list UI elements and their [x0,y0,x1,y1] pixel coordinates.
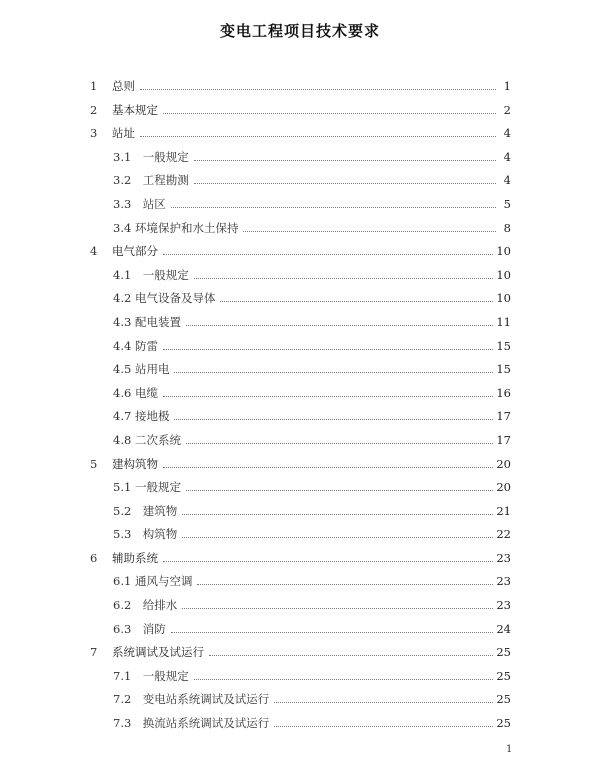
toc-entry-line [112,99,511,123]
footer-page-number: 1 [506,744,513,755]
toc-leader-dots [163,466,493,468]
toc-leader-dots [194,277,494,279]
toc-entry-line [112,240,511,264]
toc-entry-line [112,641,511,665]
toc-leader-dots [194,182,496,184]
toc-leader-dots [186,489,493,491]
toc-entry-label: 6.2 给排水 [113,594,179,618]
toc-entry-line [113,712,511,736]
toc-entry-line [113,287,511,311]
toc-entry-page: 25 [496,668,511,683]
toc-entry-line [113,217,511,241]
toc-entry-page: 5 [503,196,511,211]
toc-entry-line [113,405,511,429]
toc-entry-page: 10 [496,267,511,282]
toc-entry[interactable] [0,688,600,712]
toc-entry-page: 11 [496,314,511,329]
toc-entry-label: 辅助系统 [112,547,160,571]
toc-leader-dots [140,88,496,90]
toc-entry[interactable] [0,453,600,477]
toc-entry-label: 4.3 配电装置 [113,311,183,335]
toc-entry-label: 4.5 站用电 [113,358,171,382]
toc-entry-line [112,547,511,571]
toc-leader-dots [186,442,493,444]
toc-entry-number: 5 [90,456,98,471]
toc-entry-label: 6.1 通风与空调 [113,570,194,594]
toc-entry-label: 3.1 一般规定 [113,146,191,170]
toc-entry-page: 24 [496,621,511,636]
toc-entry-page: 10 [496,291,511,306]
toc-entry-line [113,523,511,547]
toc-leader-dots [163,395,493,397]
toc-entry[interactable] [0,405,600,429]
toc-entry[interactable] [0,382,600,406]
toc-entry-label: 总则 [112,75,137,99]
toc-entry-number: 3 [90,126,98,141]
toc-entry[interactable] [0,594,600,618]
toc-leader-dots [194,159,496,161]
toc-entry-line [113,618,511,642]
toc-entry-label: 建构筑物 [112,453,160,477]
toc-entry[interactable] [0,665,600,689]
toc-entry[interactable] [0,429,600,453]
toc-entry-page: 2 [503,102,511,117]
toc-entry-label: 系统调试及试运行 [112,641,206,665]
toc-entry[interactable] [0,217,600,241]
toc-leader-dots [163,348,493,350]
toc-entry-number: 6 [90,550,98,565]
toc-entry[interactable] [0,476,600,500]
toc-entry[interactable] [0,146,600,170]
toc-entry-page: 25 [496,692,511,707]
toc-entry-line [113,193,511,217]
toc-entry-label: 3.3 站区 [113,193,168,217]
toc-entry-number: 4 [90,244,98,259]
toc-entry-line [113,570,511,594]
toc-entry[interactable] [0,523,600,547]
toc-entry-line [113,264,511,288]
toc-entry-page: 16 [496,385,511,400]
toc-entry-page: 21 [496,503,511,518]
toc-leader-dots [182,513,493,515]
toc-leader-dots [171,206,496,208]
toc-leader-dots [274,701,493,703]
toc-entry-page: 23 [496,574,511,589]
toc-entry-label: 4.1 一般规定 [113,264,191,288]
toc-entry-page: 23 [496,550,511,565]
toc-entry[interactable] [0,193,600,217]
toc-entry-page: 25 [496,716,511,731]
toc-leader-dots [182,607,493,609]
toc-leader-dots [243,230,496,232]
toc-leader-dots [182,536,493,538]
toc-entry-page: 17 [496,409,511,424]
toc-entry-line [113,665,511,689]
toc-entry-label: 4.2 电气设备及导体 [113,287,217,311]
toc-leader-dots [163,112,496,114]
toc-entry-label: 5.1 一般规定 [113,476,183,500]
toc-entry-label: 4.6 电缆 [113,382,160,406]
document-title: 变电工程项目技术要求 [219,22,380,40]
toc-entry-page: 4 [503,173,511,188]
toc-leader-dots [174,418,493,420]
toc-leader-dots [197,583,493,585]
toc-entry-page: 23 [496,598,511,613]
toc-entry[interactable] [0,358,600,382]
toc-entry-line [113,500,511,524]
toc-entry[interactable] [0,169,600,193]
toc-entry[interactable] [0,500,600,524]
toc-entry-page: 1 [503,79,511,93]
toc-entry-page: 22 [496,527,511,542]
toc-entry-label: 7.2 变电站系统调试及试运行 [113,688,271,712]
toc-leader-dots [140,135,496,137]
toc-entry-line [113,688,511,712]
toc-entry-page: 8 [503,220,511,235]
toc-entry-page: 4 [503,126,511,141]
toc-leader-dots [163,560,493,562]
toc-entry-label: 4.8 二次系统 [113,429,183,453]
toc-leader-dots [163,253,493,255]
toc-entry-line [113,382,511,406]
toc-leader-dots [171,631,494,633]
toc-entry[interactable] [0,641,600,665]
toc-entry-line [113,429,511,453]
toc-entry-label: 5.3 构筑物 [113,523,179,547]
toc-entry-page: 15 [496,362,511,377]
toc-entry[interactable] [0,264,600,288]
toc-entry-line [112,122,511,146]
toc-leader-dots [220,300,493,302]
toc-entry-page: 10 [496,244,511,259]
toc-entry-page: 15 [496,338,511,353]
toc-entry[interactable] [0,570,600,594]
toc-leader-dots [174,371,493,373]
toc-entry-line [113,335,511,359]
toc-entry-page: 20 [496,480,511,495]
toc-entry-label: 5.2 建筑物 [113,500,179,524]
toc-entry[interactable] [0,75,600,99]
toc-entry[interactable] [0,240,600,264]
table-of-contents [0,75,600,736]
toc-entry-line [113,594,511,618]
toc-entry-label: 4.7 接地极 [113,405,171,429]
toc-entry[interactable] [0,287,600,311]
toc-leader-dots [194,678,494,680]
toc-entry-line [112,75,511,99]
toc-entry-page: 17 [496,432,511,447]
toc-entry-line [113,311,511,335]
toc-entry[interactable] [0,311,600,335]
toc-entry[interactable] [0,335,600,359]
toc-entry-number: 1 [90,79,98,93]
toc-entry-line [113,358,511,382]
toc-entry[interactable] [0,618,600,642]
toc-entry-number: 2 [90,102,98,117]
toc-entry-label: 3.4 环境保护和水土保持 [113,217,240,241]
toc-entry-label: 电气部分 [112,240,160,264]
toc-leader-dots [186,324,493,326]
toc-entry-number: 7 [90,645,98,660]
toc-entry-label: 4.4 防雷 [113,335,160,359]
toc-entry-line [112,453,511,477]
toc-entry-label: 站址 [112,122,137,146]
toc-entry-line [113,146,511,170]
toc-entry-label: 基本规定 [112,99,160,123]
toc-entry-page: 20 [496,456,511,471]
toc-entry-label: 6.3 消防 [113,618,168,642]
toc-entry-label: 7.1 一般规定 [113,665,191,689]
toc-entry-label: 3.2 工程勘测 [113,169,191,193]
toc-entry-line [113,476,511,500]
toc-entry-page: 25 [496,645,511,660]
toc-entry[interactable] [0,99,600,123]
toc-leader-dots [274,725,493,727]
toc-entry[interactable] [0,547,600,571]
toc-entry[interactable] [0,122,600,146]
toc-entry-label: 7.3 换流站系统调试及试运行 [113,712,271,736]
toc-entry-page: 4 [503,149,511,164]
toc-entry-line [113,169,511,193]
toc-leader-dots [209,654,493,656]
toc-entry[interactable] [0,712,600,736]
